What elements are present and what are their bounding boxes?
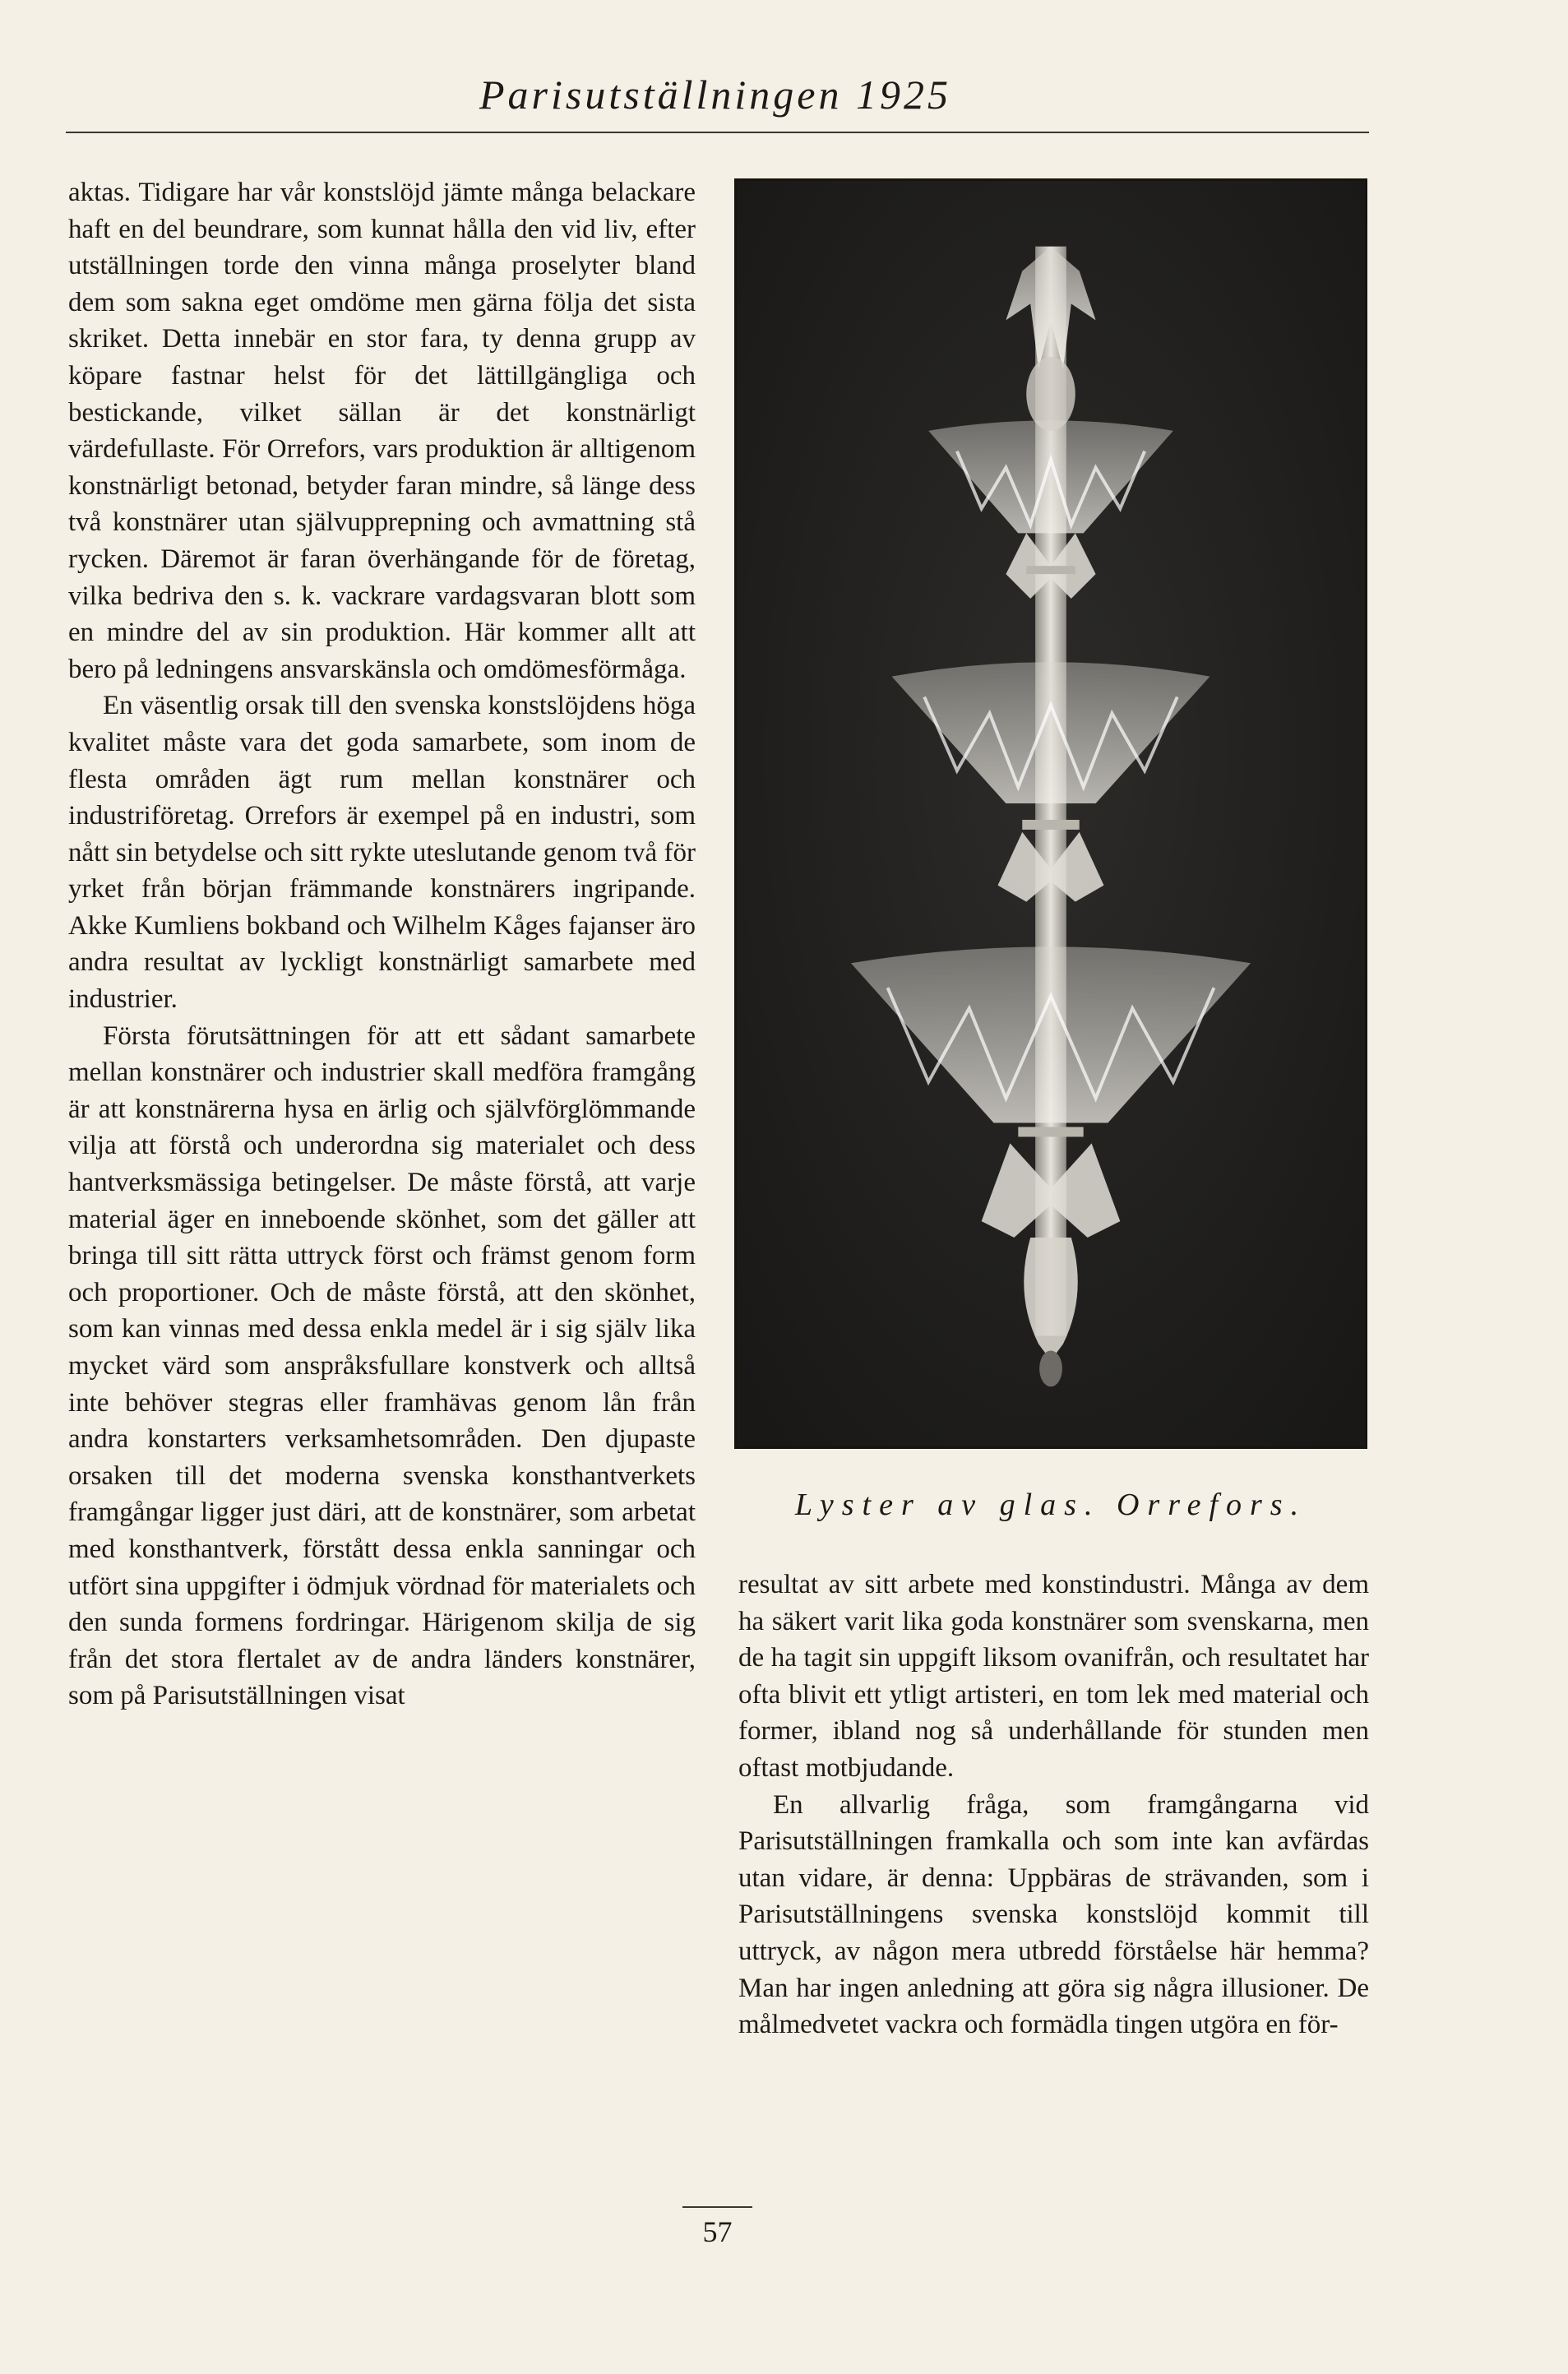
paragraph: Första förutsättningen för att ett sådant samarbete mellan konstnärer och industrier skall medföra framgång är att konstnärerna hysa en ärlig och självförglömmande vilja att förstå och underordna sig materialet och dess hantverksmässiga betingelser. De måste förstå, att varje material äger en inneboende skönhet, som det gäller att bringa till sitt rätta uttryck först och främst genom form och proportioner. Och de måste förstå, att den skönhet, som kan vinnas med dessa enkla medel är i sig själv lika mycket värd som anspråksfullare konstverk och alltså inte behöver stegras eller framhävas genom lån från andra konstarters verksamhetsområden. Den djupaste orsaken till det moderna svenska konsthantverkets framgångar ligger just däri, att de konstnärer, som arbetat med konsthantverk, förstått dessa enkla sanningar och utfört sina uppgifter i ödmjuk vördnad för materialets och den sunda formens fordringar. Härigenom skilja de sig från det stora flertalet av de andra länders konstnärer, som på Parisutställningen visat — [68, 1020, 696, 1711]
header-rule — [66, 132, 1369, 133]
paragraph: En allvarlig fråga, som framgångarna vid Parisutställningen framkalla och som inte kan avfärdas utan vidare, är denna: Uppbäras de strävanden, som i Parisutställningens svenska konstslöjd kommit till uttryck, av någon mera utbredd förståelse här hemma? Man har ingen anledning att göra sig några illusioner. De målmedvetet vackra och formädla tingen utgöra en för- — [738, 1789, 1369, 2040]
chandelier-photo — [734, 178, 1367, 1449]
paragraph: aktas. Tidigare har vår konstslöjd jämte många belackare haft en del beundrare, som kunnat hålla den vid liv, efter utställningen torde den vinna många proselyter bland dem som sakna eget omdöme men gärna följa det sista skriket. Detta innebär en stor fara, ty denna grupp av köpare fastnar helst för det lättillgängliga och bestickande, vilket sällan är det konstnärligt värdefullaste. För Orrefors, vars produktion är alltigenom konstnärligt betonad, betyder faran mindre, så länge dess två konstnärer utan självupprepning och avmattning stå rycken. Däremot är faran överhängande för de företag, vilka bedriva den s. k. vackrare vardagsvaran blott som en mindre del av sin produktion. Här kommer allt att bero på ledningens ansvarskänsla och omdömesförmåga. — [68, 178, 696, 684]
right-column — [738, 1566, 1369, 2043]
paragraph: En väsentlig orsak till den svenska konstslöjdens höga kvalitet måste vara det goda samarbete, som inom de flesta områden ägt rum mellan konstnärer och industriföretag. Orrefors är exempel på en industri, som nått sin betydelse och sitt rykte uteslutande genom två för yrket från början främmande konstnärers ingripande. Akke Kumliens bokband och Wilhelm Kåges fajanser äro andra resultat av lyckligt konstnärligt samarbete med industrier. — [68, 691, 696, 1015]
chandelier-illustration — [737, 181, 1365, 1446]
running-head: Parisutställningen 1925 — [479, 72, 951, 118]
figure-caption: Lyster av glas. Orrefors. — [794, 1488, 1307, 1522]
paragraph: resultat av sitt arbete med konstindustri. Många av dem ha säkert varit lika goda konstnärer som svenskarna, men de ha tagit sin uppgift liksom ovanifrån, och resultatet har ofta blivit ett ytligt artisteri, en tom lek med material och former, ibland nog så underhållande för stunden men oftast motbjudande. — [738, 1570, 1369, 1783]
page-number: 57 — [702, 2215, 733, 2248]
left-column — [68, 174, 696, 1715]
footer-rule — [682, 2206, 752, 2208]
